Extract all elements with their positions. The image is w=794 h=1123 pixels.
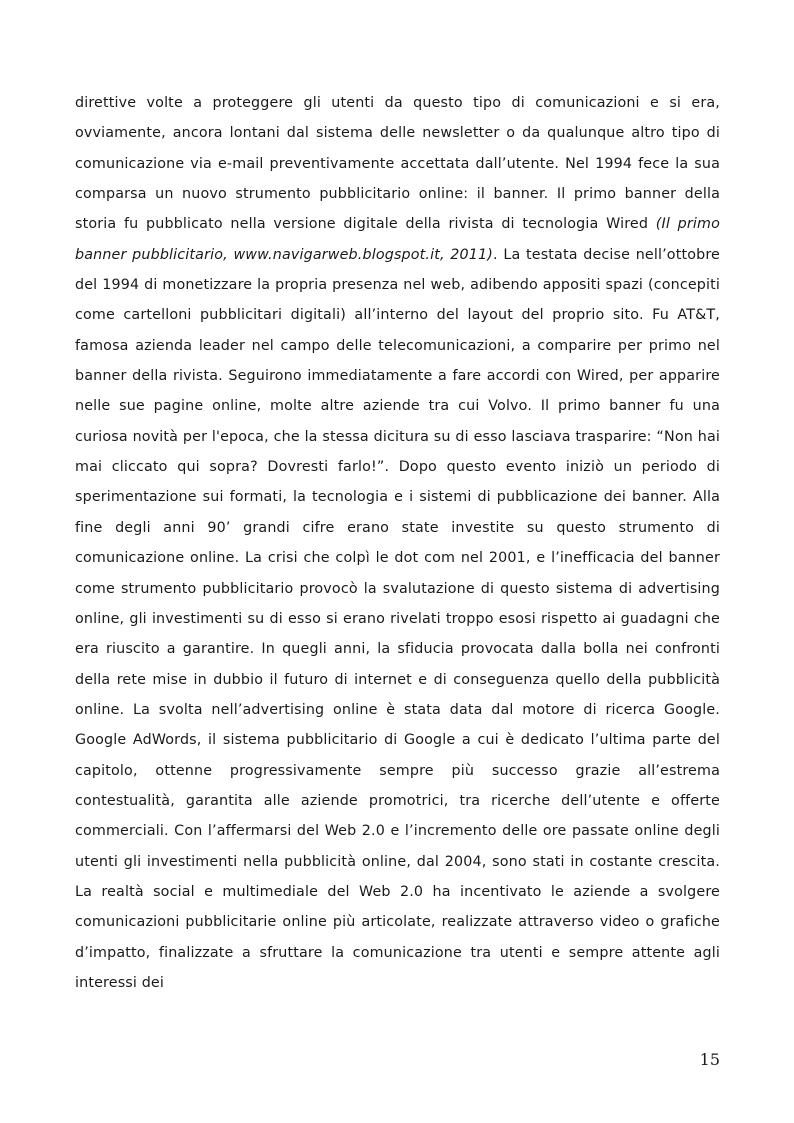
body-paragraph — [75, 88, 720, 998]
paragraph-text-before-citation: direttive volte a proteggere gli utenti da questo tipo di comunicazioni e si era, ovviamente, ancora lontani dal sistema delle newsletter o da qualunque altro tipo di comunicazione via e-mail preventivamente accettata dall’utente. Nel 1994 fece la sua comparsa un nuovo strumento pubblicitario online: il banner. Il primo banner della storia fu pubblicato nella versione digitale della rivista di tecnologia Wired — [75, 95, 720, 233]
citation-wired-banner: (Il primo banner pubblicitario, www.navigarweb.blogspot.it, 2011) — [75, 216, 720, 263]
page-number: 15 — [699, 1050, 720, 1069]
paragraph-text-after-citation: . La testata decise nell’ottobre del 1994 di monetizzare la propria presenza nel web, adibendo appositi spazi (concepiti come cartelloni pubblicitari digitali) all’interno del layout del proprio sito. Fu AT&T, famosa azienda leader nel campo delle telecomunicazioni, a comparire per primo nel banner della rivista. Seguirono immediatamente a fare accordi con Wired, per apparire nelle sue pagine online, molte altre aziende tra cui Volvo. Il primo banner fu una curiosa novità per l'epoca, che la stessa dicitura su di esso lasciava trasparire: “Non hai mai cliccato qui sopra? Dovresti farlo!”. Dopo questo evento iniziò un periodo di sperimentazione sui formati, la tecnologia e i sistemi di pubblicazione dei banner. Alla fine degli anni 90’ grandi cifre erano state investite su questo strumento di comunicazione online. La crisi che colpì le dot com nel 2001, e l’inefficacia del banner come strumento pubblicitario provocò la svalutazione di questo sistema di advertising online, gli investimenti su di esso si erano rivelati troppo esosi rispetto ai guadagni che era riuscito a garantire. In quegli anni, la sfiducia provocata dalla bolla nei confronti della rete mise in dubbio il futuro di internet e di conseguenza quello della pubblicità online. La svolta nell’advertising online è stata data dal motore di ricerca Google. Google AdWords, il sistema pubblicitario di Google a cui è dedicato l’ultima parte del capitolo, ottenne progressivamente sempre più successo grazie all’estrema contestualità, garantita alle aziende promotrici, tra ricerche dell’utente e offerte commerciali. Con l’affermarsi del Web 2.0 e l’incremento delle ore passate online degli utenti gli investimenti nella pubblicità online, dal 2004, sono stati in costante crescita. La realtà social e multimediale del Web 2.0 ha incentivato le aziende a svolgere comunicazioni pubblicitarie online più articolate, realizzate attraverso video o grafiche d’impatto, finalizzate a sfruttare la comunicazione tra utenti e sempre attente agli interessi dei — [75, 246, 720, 991]
